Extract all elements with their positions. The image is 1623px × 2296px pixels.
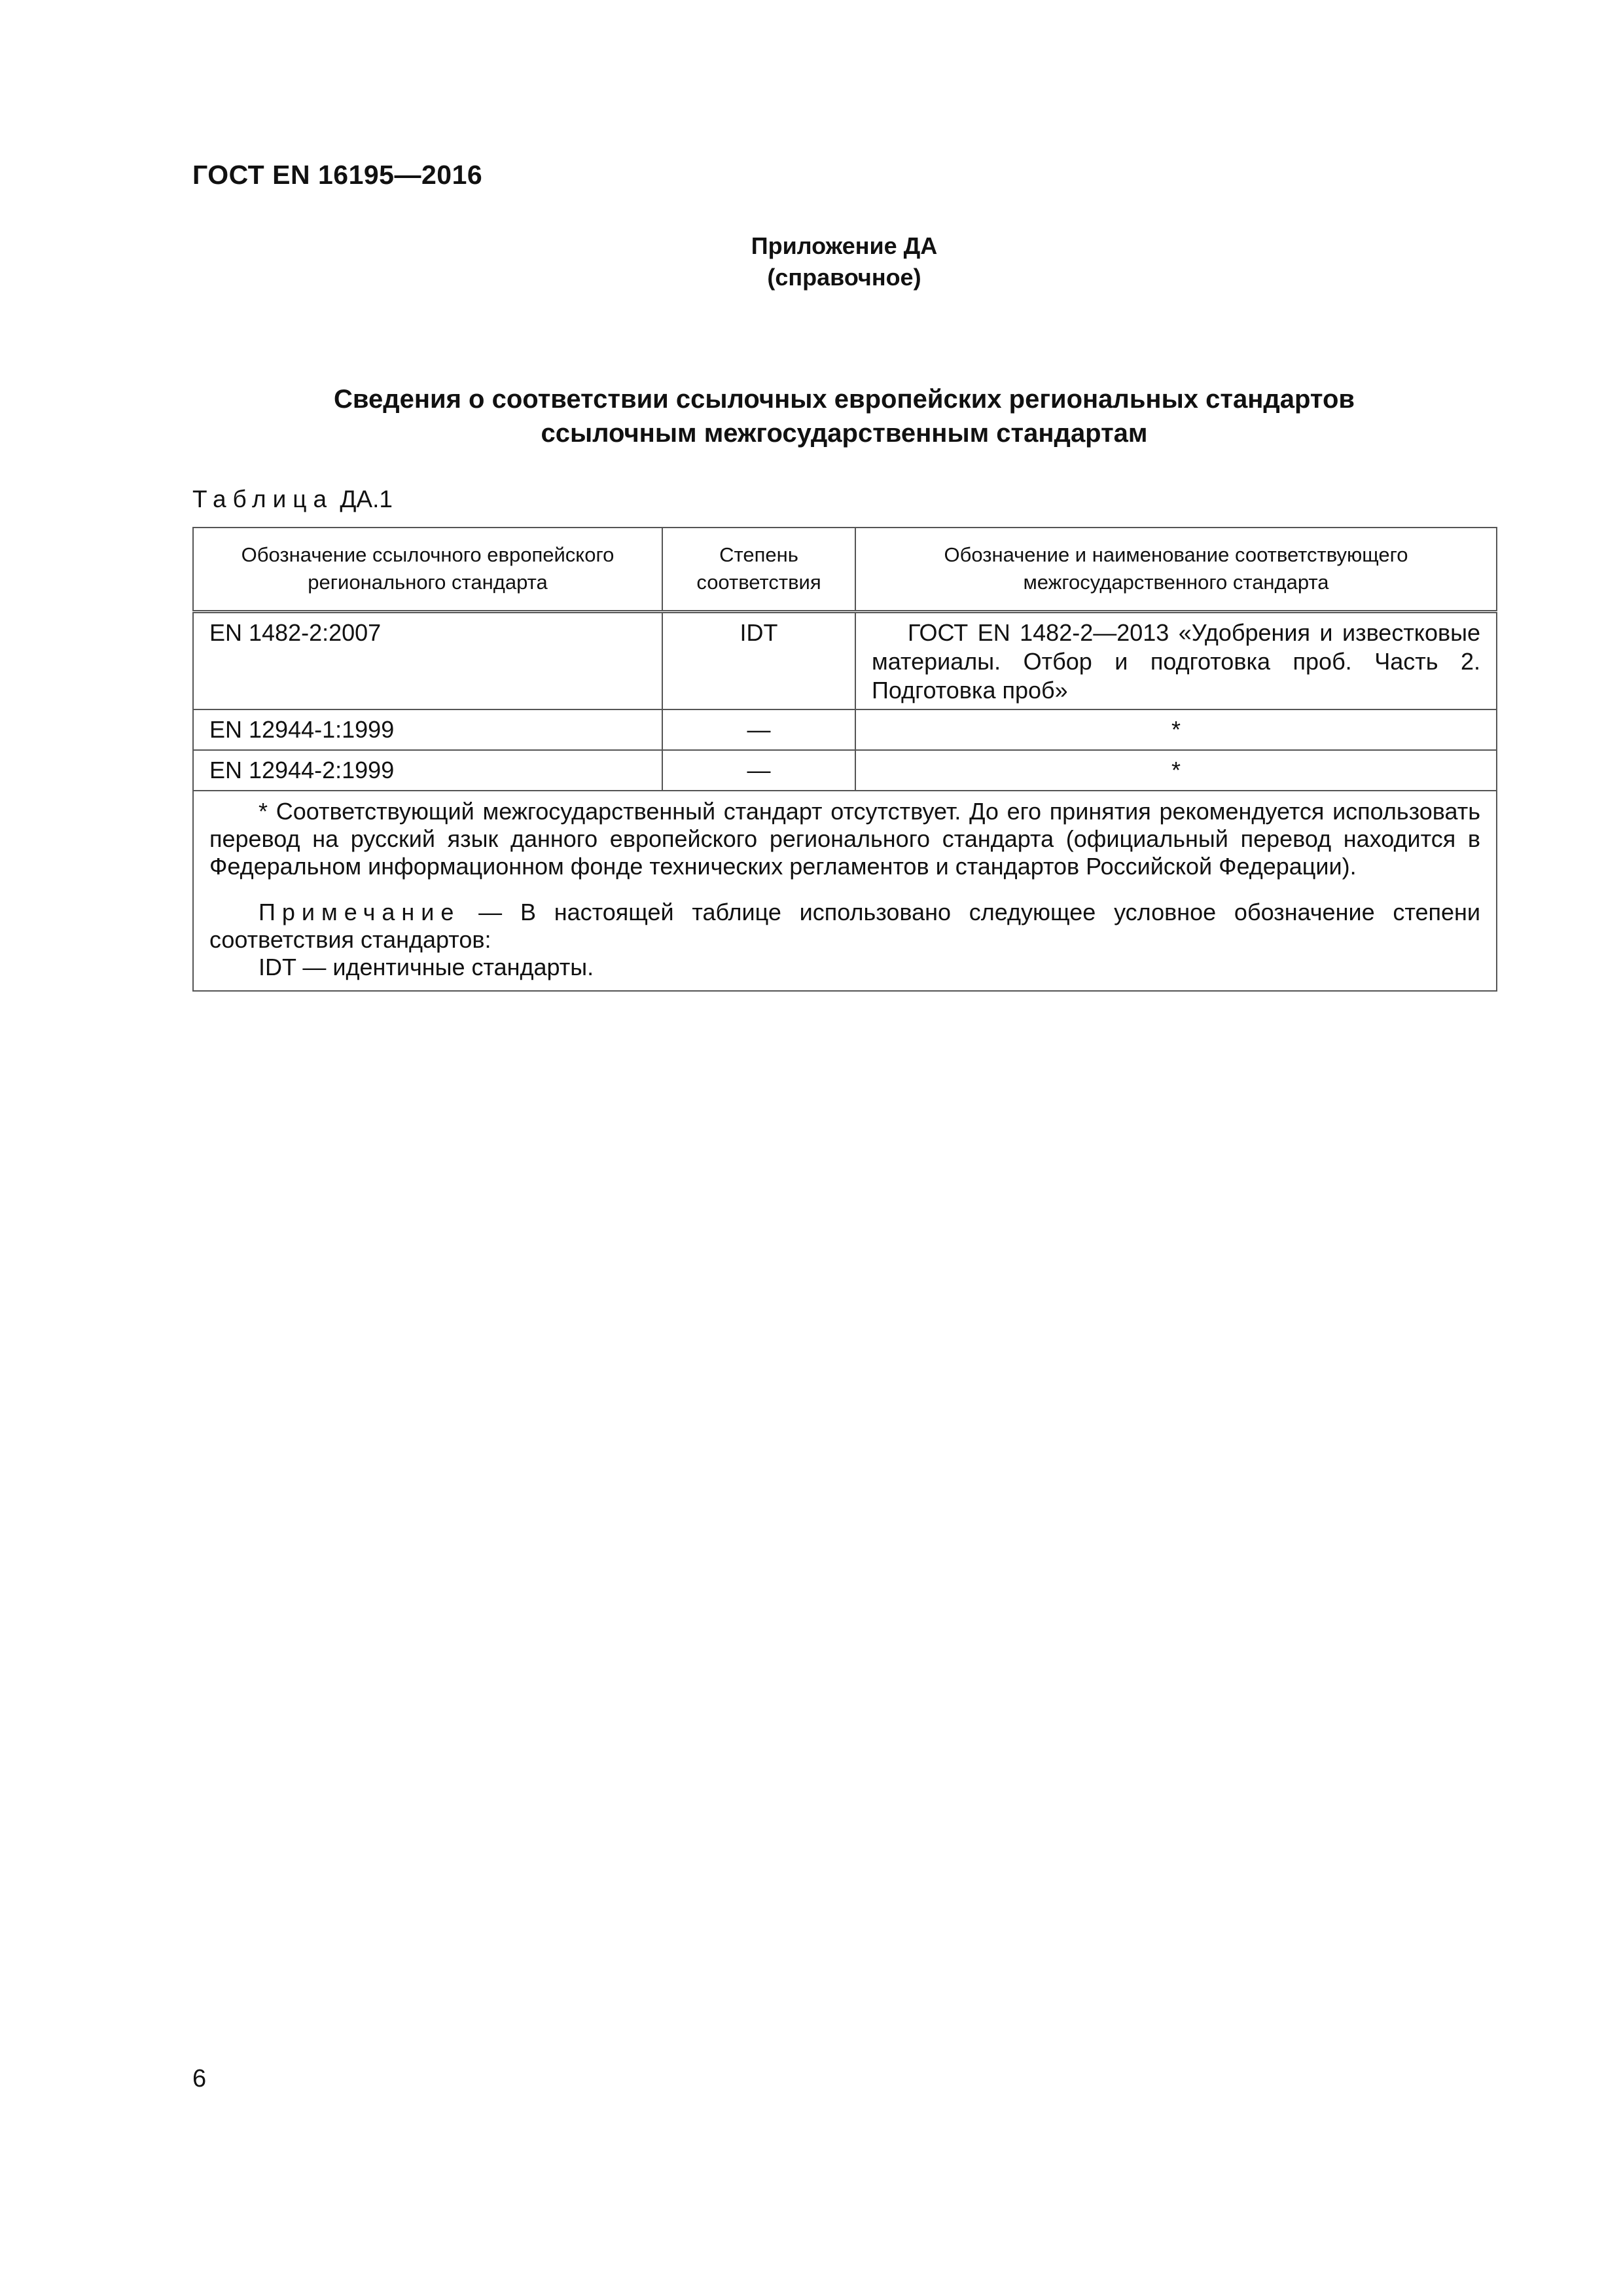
note-item: IDT — идентичные стандарты.	[259, 953, 594, 980]
cell-interstate-standard: ГОСТ EN 1482-2—2013 «Удобрения и известковые материалы. Отбор и подготовка проб. Часть 2. Подготовка проб»	[855, 611, 1497, 709]
cell-degree: —	[662, 709, 855, 750]
annex-kind: (справочное)	[767, 264, 921, 291]
table-footnote-row	[193, 791, 1497, 991]
cell-ref-standard: EN 12944-1:1999	[193, 709, 662, 750]
cell-degree: IDT	[662, 611, 855, 709]
header-ref-standard: Обозначение ссылочного европейского регионального стандарта	[193, 528, 662, 611]
header-degree: Степень соответствия	[662, 528, 855, 611]
header-interstate-standard: Обозначение и наименование соответствующего межгосударственного стандарта	[855, 528, 1497, 611]
table-footnote-cell	[193, 791, 1497, 991]
section-title	[0, 382, 1623, 450]
annex-title: Приложение ДА	[751, 232, 938, 259]
table-caption-word: Таблица	[192, 486, 334, 512]
section-title-line-2: ссылочным межгосударственным стандартам	[541, 419, 1148, 448]
annex-heading	[0, 230, 1623, 293]
note-text: — В настоящей таблице использовано следующее условное обозначение степени соответствия стандартов:	[209, 898, 1480, 953]
table-row	[193, 611, 1497, 709]
document-code: ГОСТ EN 16195—2016	[192, 160, 483, 190]
table-caption	[192, 486, 393, 513]
table-header-row	[193, 528, 1497, 611]
table-footnote: * Соответствующий межгосударственный стандарт отсутствует. До его принятия рекомендуется использовать перевод на русский язык данного европейского регионального стандарта (официальный перевод находится в Федеральном информационном фонде технических регламентов и стандартов Российской Федерации).	[209, 797, 1480, 880]
cell-interstate-standard: *	[855, 709, 1497, 750]
table-caption-number: ДА.1	[340, 486, 393, 512]
cell-degree: —	[662, 750, 855, 791]
section-title-line-1: Сведения о соответствии ссылочных европейских региональных стандартов	[334, 385, 1355, 414]
correspondence-table	[192, 527, 1496, 992]
table-row	[193, 709, 1497, 750]
note-label: Примечание	[259, 898, 461, 925]
cell-ref-standard: EN 12944-2:1999	[193, 750, 662, 791]
page-number: 6	[192, 2065, 207, 2092]
table-row	[193, 750, 1497, 791]
cell-interstate-standard: *	[855, 750, 1497, 791]
cell-ref-standard: EN 1482-2:2007	[193, 611, 662, 709]
table-note	[209, 899, 1480, 954]
